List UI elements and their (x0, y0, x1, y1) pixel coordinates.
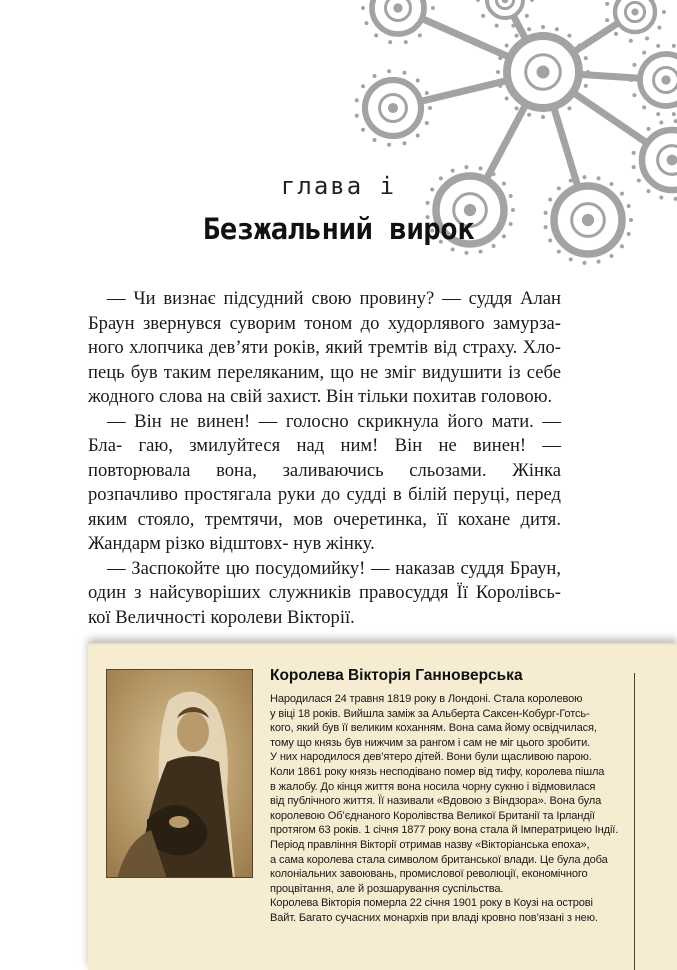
text-line: в жалобу. До кінця життя вона носила чорну сукню і відмовилася (270, 780, 596, 793)
text-line: Період правління Вікторії отримав назву «Вікторіанська епоха», (270, 838, 590, 851)
text-line: а сама королева стала символом британської влади. Це була доба (270, 853, 608, 866)
text-line: процвітання, але й розшарування суспільства. (270, 882, 504, 895)
text-line: пець був таким переляканим, що не зміг видушити із себе (88, 361, 561, 383)
text-line: Браун звернувся суворим тоном до худорлявого замурза- (88, 312, 561, 334)
text-line: вона, заливаючись сльозами. Жінка розпачливо простягала (88, 459, 561, 505)
text-line: руки до судді в білій перуці, перед яким стояло, тремтячи, (88, 484, 562, 530)
text-line: мов очеретинка, її кохане дитя. Жандарм різко відштовх- (88, 508, 561, 554)
portrait-image (106, 669, 253, 878)
text-line: нув жінку. (293, 533, 375, 554)
text-line: кого, який був її великим коханням. Вона сама йому освідчилася, (270, 722, 597, 735)
circle-node (476, 0, 534, 28)
text-line: — Чи визнає підсудний свою провину? — суддя Алан (107, 288, 561, 309)
chapter-title: Безжальний вирок (202, 212, 475, 246)
sidebar-body (270, 692, 619, 926)
text-line: У них народилося дев’ятеро дітей. Вони були щасливою парою. (270, 751, 592, 764)
paragraph (88, 287, 561, 410)
text-line: ного хлопчика дев’яти років, який тремтів від страху. Хло- (88, 337, 561, 358)
molecule-decoration (330, 0, 677, 300)
vertical-divider (634, 673, 635, 970)
circle-node (496, 25, 590, 119)
text-line: королевою Об’єднаного Королівства Великої Британії та Ірландії (270, 809, 595, 822)
text-line: колоніальних завоювань, промислової революції, економічного (270, 868, 588, 881)
text-line: Народилася 24 травня 1819 року в Лондоні. Стала королевою (270, 693, 583, 705)
text-line: від публічного життя. Її називали «Вдовою з Віндзора». Вона була (270, 795, 602, 808)
text-line: — Заспокойте цю посудомийку! — наказав суддя Браун, (107, 557, 561, 579)
text-line: — Він не винен! — голосно скрикнула його мати. — Бла- (88, 410, 561, 456)
body-text (88, 287, 561, 630)
text-line: Вайт. Багато сучасних монархів при владі кровно пов’язані з нею. (270, 911, 598, 924)
text-line: у віці 18 років. Вийшла заміж за Альберта Саксен-Кобург-Готсь- (270, 707, 590, 720)
text-line: кої Величності королеви Вікторії. (88, 606, 355, 628)
text-line: жодного слова на свій захист. Він тільки похитав головою. (88, 386, 553, 407)
text-line: Коли 1861 року князь несподівано помер від тифу, королева пішла (270, 765, 605, 778)
text-line: Королева Вікторія померла 22 січня 1901 року в Коузі на острові (270, 897, 593, 910)
paragraph (88, 557, 561, 631)
chapter-label: глава і (280, 172, 397, 200)
biography-sidebar (88, 643, 677, 970)
text-line: один з найсуворіших служників правосуддя Її Королівсь- (88, 582, 561, 603)
text-line: гаю, змилуйтеся над ним! Він не винен! — повторювала (88, 435, 562, 481)
text-line: протягом 63 років. 1 січня 1877 року вона стала й Імператрицею Індії. (270, 824, 619, 837)
text-line: тому що князь був нижчим за рангом і сам не міг цього зробити. (270, 736, 591, 749)
paragraph (88, 410, 561, 557)
sidebar-title: Королева Вікторія Ганноверська (270, 667, 523, 684)
circle-node (355, 69, 432, 147)
